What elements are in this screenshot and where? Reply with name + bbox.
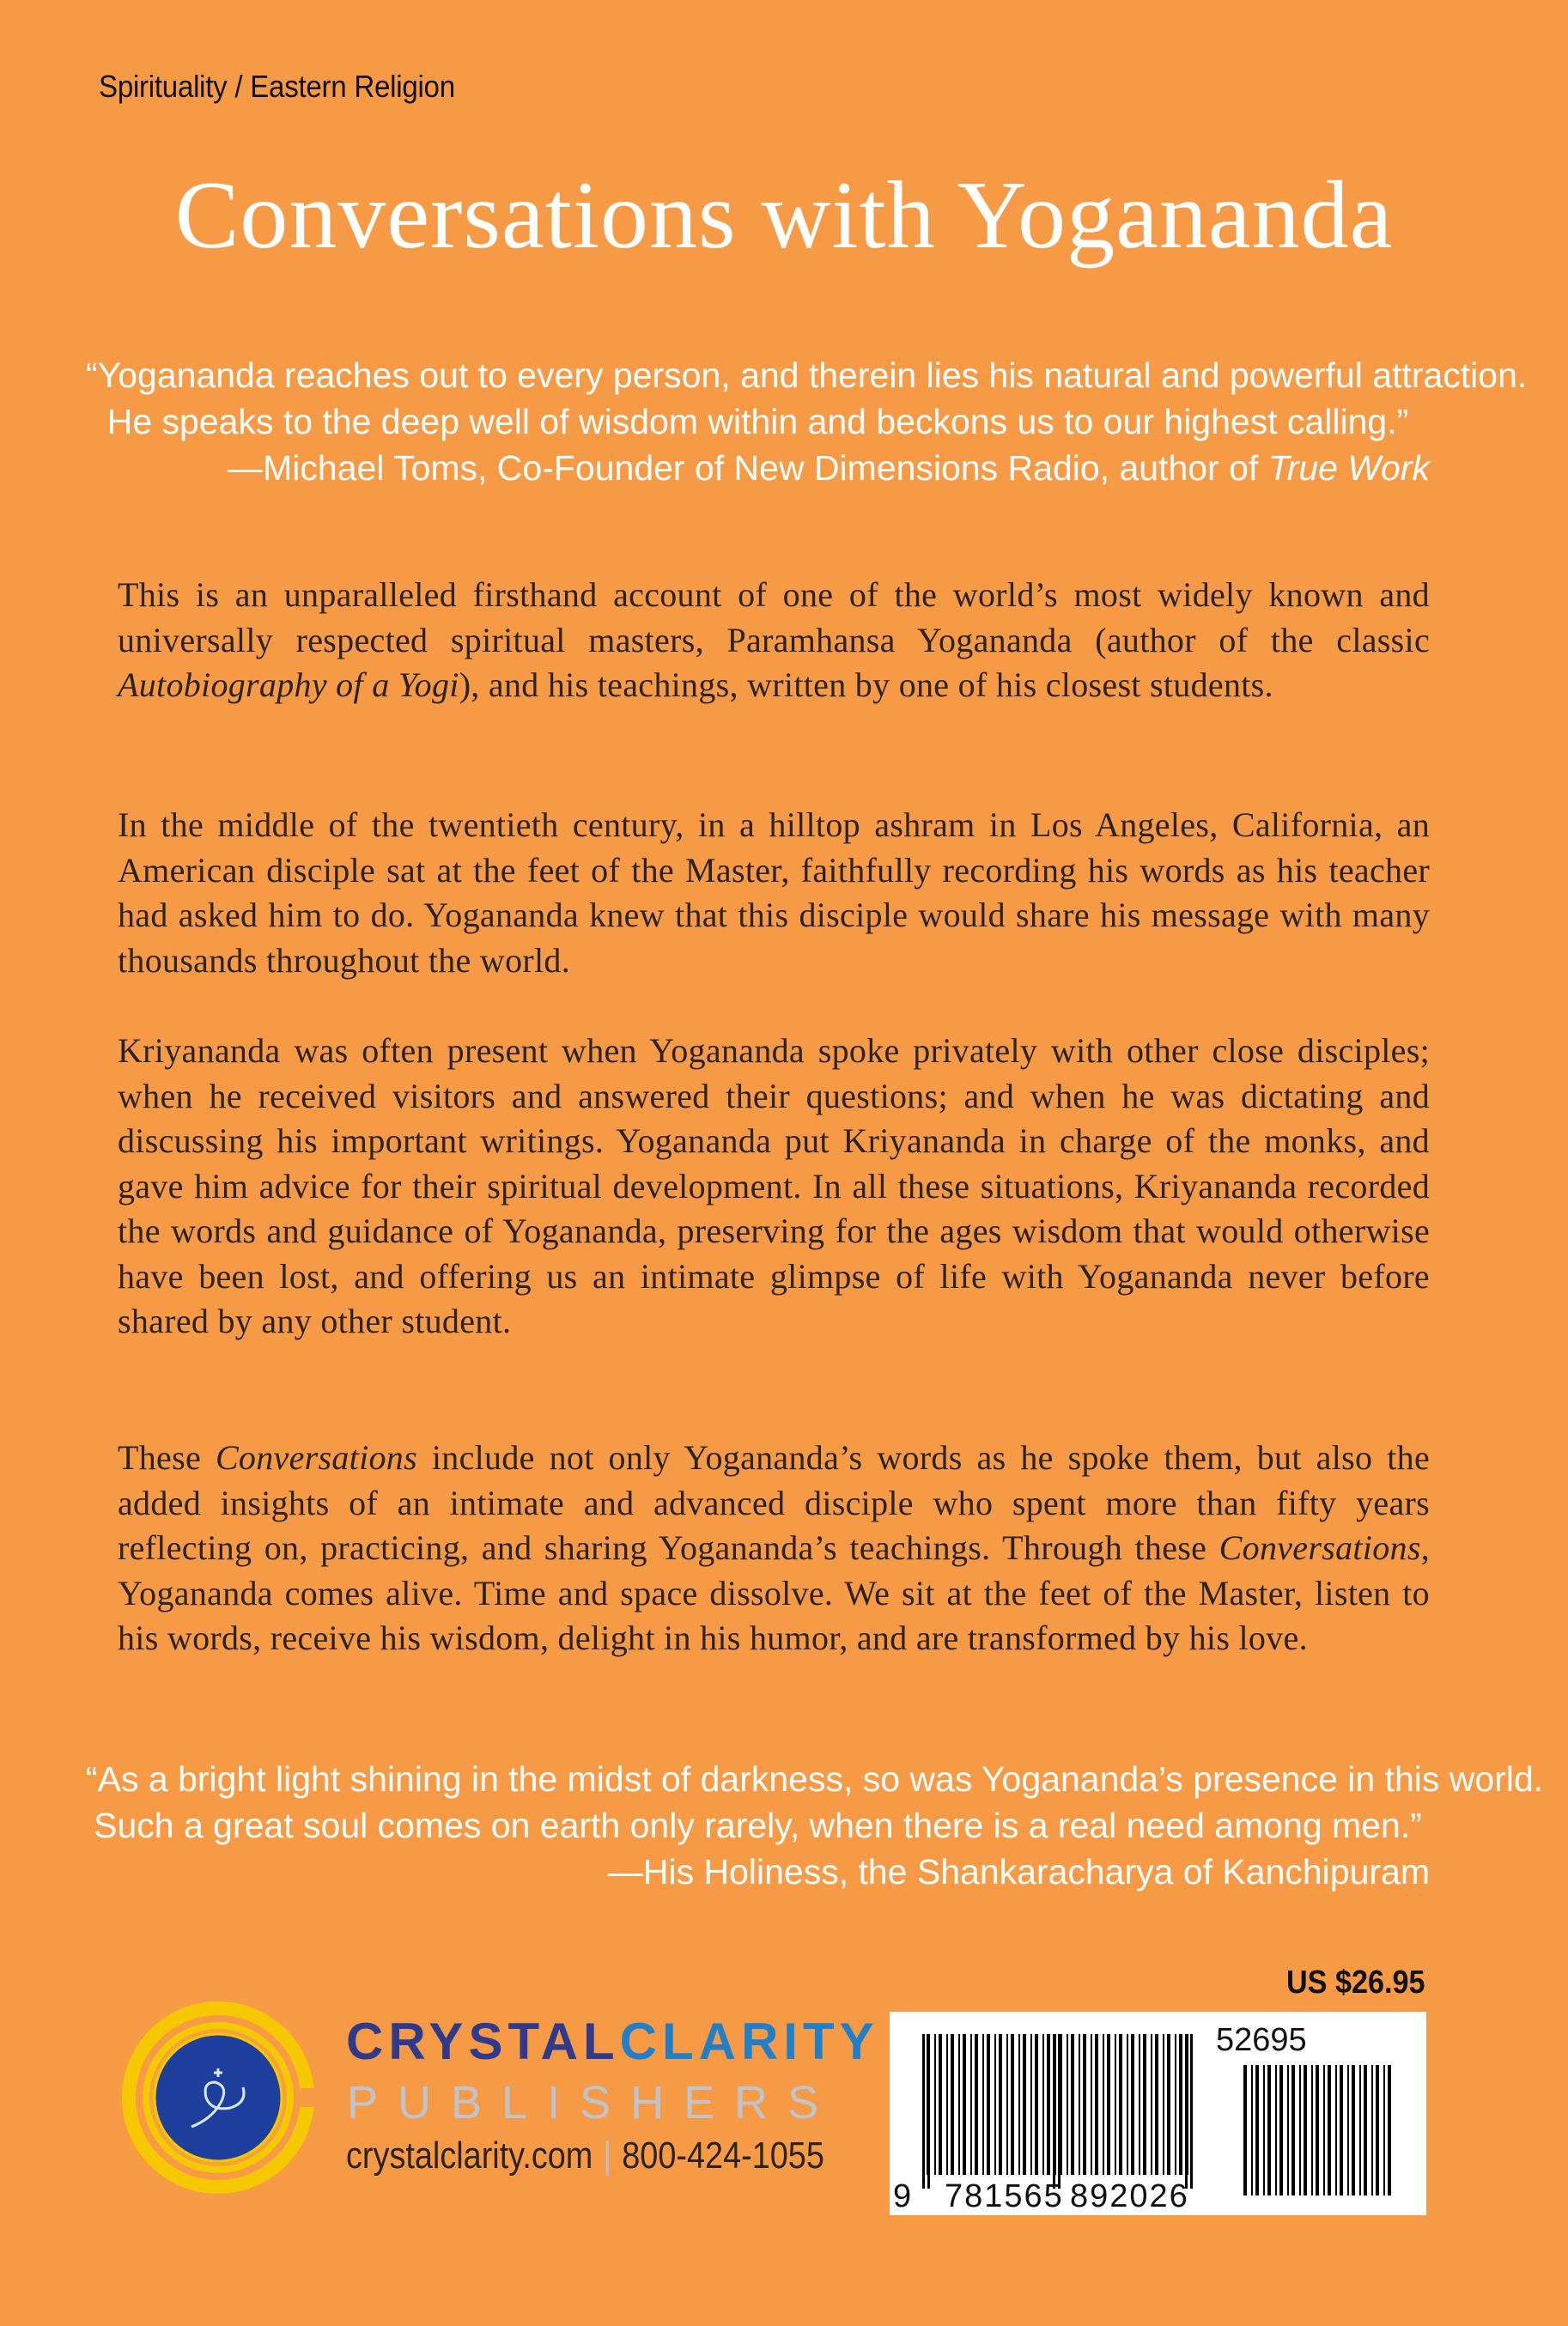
- barcode-bar: [1175, 2034, 1176, 2175]
- quote-line: “As a bright light shining in the midst of darkness, so was Yogananda’s presence in this world.: [86, 1759, 1544, 1799]
- barcode-addon-bar: [1352, 2065, 1355, 2195]
- description-paragraph-1: This is an unparalleled firsthand account of one of the world’s most widely known and universally respected spiritual masters, Paramhansa Yogananda (author of the classic Autobiography of a Yogi), and his teachings, written by one of his closest students.: [118, 575, 1430, 704]
- barcode-bar: [946, 2034, 948, 2175]
- barcode-guard-bar: [1058, 2034, 1061, 2189]
- description-paragraph-3: Kriyananda was often present when Yogananda spoke privately with other close disciples; when he received visitors and answered their questions; and when he was dictating and discussing his important writings. Yogananda put Kriyananda in charge of the monks, and gave him advice for their spiritual development. In all these situations, Kriyananda recorded the words and guidance of Yogananda, preserving for the ages wisdom that would otherwise have been lost, and offering us an intimate glimpse of life with Yogananda never before shared by any other student.: [118, 1031, 1430, 1340]
- barcode-bar: [963, 2034, 966, 2175]
- barcode-bar: [975, 2034, 978, 2175]
- quote-line: Such a great soul comes on earth only rarely, when there is a real need among men.”: [94, 1806, 1422, 1845]
- barcode-bar: [1103, 2034, 1104, 2175]
- publisher-website[interactable]: crystalclarity.com: [346, 2135, 593, 2177]
- barcode-bar: [1151, 2034, 1152, 2175]
- barcode-bar: [1139, 2034, 1140, 2175]
- endorsement-quote-top: [86, 352, 1528, 491]
- barcode-addon-bar: [1263, 2065, 1265, 2195]
- barcode-bar: [1071, 2034, 1074, 2175]
- attribution-work-title: True Work: [1267, 448, 1430, 488]
- barcode-bar: [934, 2034, 936, 2175]
- barcode-bar: [1042, 2034, 1044, 2175]
- barcode-addon-bar: [1279, 2065, 1283, 2195]
- publisher-contact: crystalclarity.com | 800-424-1055: [346, 2135, 824, 2177]
- category-label: Spirituality / Eastern Religion: [99, 69, 455, 104]
- barcode-addon-bar: [1243, 2065, 1247, 2195]
- barcode-bar: [1035, 2034, 1038, 2175]
- book-title: Conversations with Yogananda: [174, 162, 1394, 269]
- barcode-addon-bar: [1316, 2065, 1319, 2195]
- barcode-bar: [994, 2034, 996, 2175]
- barcode-addon-bar: [1376, 2065, 1379, 2195]
- barcode-addon-bar: [1299, 2065, 1301, 2195]
- publisher-phone: 800-424-1055: [622, 2135, 824, 2177]
- barcode-guard-bar: [1053, 2034, 1055, 2189]
- barcode-bar: [1023, 2034, 1026, 2175]
- barcode-bar: [951, 2034, 954, 2175]
- barcode-addon-bar: [1304, 2065, 1307, 2195]
- barcode-digit-first: 9: [893, 2178, 912, 2214]
- barcode-bar: [1006, 2034, 1008, 2175]
- barcode-addon-bar: [1323, 2065, 1325, 2195]
- isbn-barcode: [890, 2012, 1426, 2215]
- barcode-addon-bar: [1287, 2065, 1289, 2195]
- barcode-bar: [1107, 2034, 1110, 2175]
- barcode-addon-bar: [1251, 2065, 1253, 2195]
- quote-attribution: —His Holiness, the Shankaracharya of Kanchipuram: [607, 1852, 1430, 1892]
- barcode-addon-bar: [1388, 2065, 1391, 2195]
- barcode-addon-bar: [1364, 2065, 1367, 2195]
- barcode-bar: [1047, 2034, 1050, 2175]
- barcode-bar: [1155, 2034, 1158, 2175]
- barcode-guard-bar: [1185, 2034, 1188, 2189]
- description-paragraph-4: These Conversations include not only Yogananda’s words as he spoke them, but also the added insights of an intimate and advanced disciple who spent more than fifty years reflecting on, practicing, and sharing Yogananda’s teachings. Through these Conversations, Yogananda comes alive. Time and space dissolve. We sit at the feet of the Master, listen to his words, receive his wisdom, delight in his humor, and are transformed by his love.: [118, 1438, 1431, 1657]
- barcode-bar: [1143, 2034, 1146, 2175]
- publisher-subtitle: PUBLISHERS: [347, 2077, 839, 2129]
- barcode-bar: [1131, 2034, 1134, 2175]
- quote-line: He speaks to the deep well of wisdom within and beckons us to our highest calling.”: [106, 402, 1409, 441]
- barcode-addon-bar: [1383, 2065, 1385, 2195]
- barcode-bar: [1079, 2034, 1080, 2175]
- barcode-bar: [1179, 2034, 1182, 2175]
- barcode-bar: [1115, 2034, 1116, 2175]
- barcode-bar: [1127, 2034, 1128, 2175]
- barcode-bar: [1095, 2034, 1098, 2175]
- barcode-bar: [1030, 2034, 1032, 2175]
- barcode-addon-bar: [1255, 2065, 1259, 2195]
- barcode-addon-bar: [1275, 2065, 1277, 2195]
- barcode-bar: [1163, 2034, 1164, 2175]
- quote-line: “Yogananda reaches out to every person, and therein lies his natural and powerful attraction.: [86, 355, 1528, 395]
- barcode-digits-left: 781565: [945, 2178, 1064, 2214]
- barcode-bar: [939, 2034, 942, 2175]
- quote-attribution: —Michael Toms, Co-Founder of New Dimensions Radio, author of True Work: [228, 448, 1430, 488]
- barcode-bar: [987, 2034, 990, 2175]
- barcode-guard-bar: [1190, 2034, 1193, 2189]
- barcode-bar: [1018, 2034, 1020, 2175]
- barcode-addon-bar: [1359, 2065, 1361, 2195]
- endorsement-quote-bottom: [86, 1756, 1544, 1895]
- barcode-addon-bar: [1311, 2065, 1313, 2195]
- barcode-bar: [1067, 2034, 1068, 2175]
- barcode-addon-bar: [1340, 2065, 1343, 2195]
- barcode-addon-bar: [1335, 2065, 1337, 2195]
- barcode-bar: [970, 2034, 972, 2175]
- description-paragraph-2: In the middle of the twentieth century, in a hilltop ashram in Los Angeles, California, an American disciple sat at the feet of the Master, faithfully recording his words as his teacher had asked him to do. Yogananda knew that this disciple would share his message with many thousands throughout the world.: [118, 805, 1430, 980]
- barcode-addon-bar: [1328, 2065, 1331, 2195]
- barcode-bar: [1011, 2034, 1014, 2175]
- barcode-bar: [982, 2034, 984, 2175]
- barcode-addon-bar: [1291, 2065, 1295, 2195]
- publisher-logo-icon: [119, 1998, 318, 2197]
- publisher-name: CRYSTALCLARITY: [346, 2013, 879, 2070]
- barcode-guard-bar: [922, 2034, 925, 2189]
- barcode-addon-bar: [1371, 2065, 1373, 2195]
- barcode-price-code: 52695: [1216, 2022, 1307, 2058]
- price-label: US $26.95: [1286, 1965, 1425, 2001]
- barcode-bar: [1091, 2034, 1092, 2175]
- barcode-bar: [1083, 2034, 1086, 2175]
- barcode-addon-bar: [1347, 2065, 1349, 2195]
- barcode-guard-bar: [927, 2034, 930, 2189]
- barcode-bar: [958, 2034, 960, 2175]
- barcode-bar: [999, 2034, 1002, 2175]
- barcode-addon-bar: [1267, 2065, 1271, 2195]
- barcode-bar: [1119, 2034, 1122, 2175]
- barcode-digits-right: 892026: [1070, 2178, 1189, 2214]
- barcode-bar: [1167, 2034, 1170, 2175]
